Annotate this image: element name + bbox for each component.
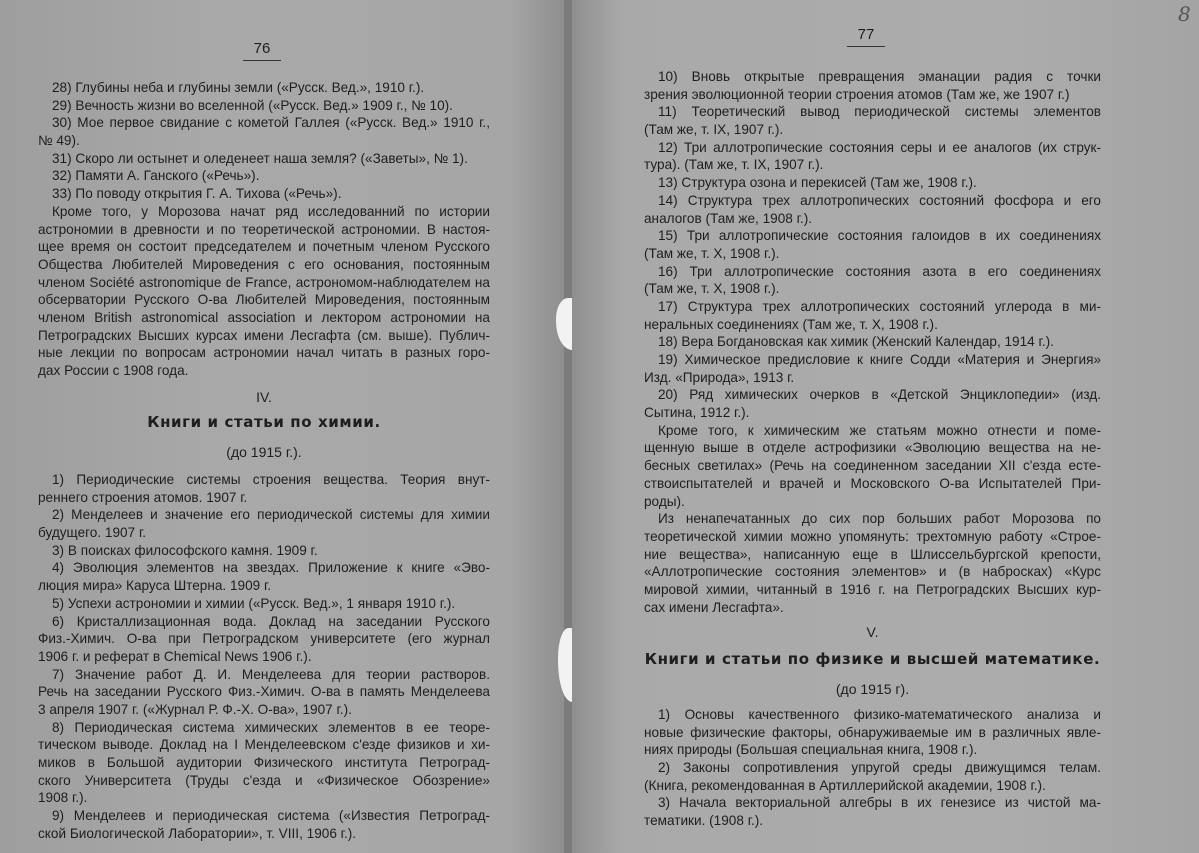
text-line: реннего строения атомов. 1907 г. — [38, 489, 248, 505]
page-number: 77 — [836, 26, 896, 47]
text-block — [38, 79, 490, 380]
text-line: тура). (Там же, т. IX, 1907 г.). — [644, 157, 824, 173]
text-line: 32) Памяти А. Ганского («Речь»). — [52, 168, 260, 184]
section-period: (до 1915 г). — [835, 681, 910, 697]
text-line: 6) Кристаллизационная вода. Доклад на заседании Русского — [52, 613, 490, 629]
text-line: 4) Эволюция элементов на звездах. Приложение к книге «Эво- — [52, 560, 490, 576]
text-line: 1908 г.). — [38, 790, 88, 806]
text-line: 13) Структура озона и перекисей (Там же, 1908 г.). — [658, 175, 977, 191]
section-number: V. — [866, 624, 879, 640]
text-line: бесных светилах» (Речь на соединенном заседании XII с'езда есте- — [644, 458, 1101, 474]
text-line: 3 апреля 1907 г. («Журнал Р. Ф.-Х. О-ва», 1907 г.). — [38, 701, 352, 717]
text-line: (Там же, т. X, 1908 г.). — [644, 281, 780, 297]
section-period: (до 1915 г.). — [226, 444, 302, 460]
text-line: дах России с 1908 года. — [38, 363, 189, 378]
text-line: обсерватории Русского О-ва Любителей Мироведения, постоянным — [38, 292, 490, 308]
handwritten-mark: 8 — [1178, 2, 1191, 26]
text-line: 31) Скоро ли остынет и оледенеет наша земля? («Заветы», № 1). — [52, 150, 468, 166]
text-line: неральных соединениях (Там же, т. X, 1908 г.). — [644, 316, 938, 332]
text-line: Кроме того, у Морозова начат ряд исследованний по истории — [52, 203, 490, 219]
text-line: 3) Начала векториальной алгебры в их генезисе из чистой ма- — [658, 795, 1101, 811]
text-line: 10) Вновь открытые превращения эманации радия с точки — [658, 69, 1101, 84]
text-block — [38, 471, 490, 842]
text-line: сах имени Лесгафта». — [644, 599, 784, 615]
text-line: щее время он состоит председателем и почетным членом Русского — [38, 239, 490, 255]
text-line: будущего. 1907 г. — [38, 525, 147, 541]
text-line: ской Биологической Лаборатории», т. VIII, 1906 г.). — [38, 825, 357, 841]
text-line: 1906 г. и реферат в Chemical News 1906 г.). — [38, 648, 312, 664]
section-number: IV. — [256, 389, 272, 405]
text-line: членом British astronomical association и лектором астрономии на — [38, 309, 490, 325]
text-line: 5) Успехи астрономии и химии («Русск. Вед.», 1 января 1910 г.). — [52, 595, 456, 611]
text-line: 9) Менделеев и периодическая система («Известия Петроград- — [52, 808, 490, 824]
text-line: Речь на заседании Русского Физ.-Химич. О-ва в память Менделеева — [38, 684, 490, 700]
text-line: теоретической химии можно упомянуть: трехтомную работу «Строе- — [644, 528, 1101, 544]
text-line: миков в Большой аудитории Физического института Петроград- — [38, 755, 490, 770]
page-number: 76 — [232, 40, 292, 61]
text-line: Петроградских Высших курсах имени Лесгафта (см. выше). Публич- — [38, 327, 490, 343]
text-line: 20) Ряд химических очерков в «Детской Энциклопедии» (изд. — [658, 387, 1101, 403]
text-line: (Там же, т. IX, 1907 г.). — [644, 122, 784, 138]
text-line: новые физические факторы, обнаруживаемые им в различных явле- — [644, 724, 1101, 740]
text-line: (Там же, т. X, 1908 г.). — [644, 245, 780, 261]
text-line: 8) Периодическая система химических элементов в ее теоре- — [52, 719, 490, 735]
text-line: Из ненапечатанных до сих пор больших работ Морозова по — [658, 511, 1101, 527]
text-line: астрономии в древности и по теоретической астрономии. В настоя- — [38, 221, 490, 237]
text-block — [644, 706, 1101, 830]
text-line: 33) По поводу открытия Г. А. Тихова («Речь»). — [52, 186, 342, 202]
text-line: 12) Три аллотропические состояния серы и ее аналогов (их струк- — [658, 139, 1101, 155]
text-line: «Аллотропические состояния элементов» и (в набросках) «Курс — [644, 564, 1101, 580]
text-line: 11) Теоретический вывод периодической системы элементов — [658, 104, 1101, 120]
text-line: 28) Глубины неба и глубины земли («Русск. Вед.», 1910 г.). — [52, 80, 425, 95]
text-line: люция мира» Каруса Штерна. 1909 г. — [38, 578, 272, 594]
text-line: 18) Вера Богдановская как химик (Женский Календар, 1914 г.). — [658, 334, 1054, 350]
text-line: Изд. «Природа», 1913 г. — [644, 369, 795, 385]
section-title: Книги и статьи по физике и высшей математике. — [644, 650, 1101, 668]
text-line: 17) Структура трех аллотропических состояний углерода в ми- — [658, 298, 1101, 314]
text-line: мировой химии, читанный в 1916 г. на Петроградских Высших кур- — [644, 581, 1101, 597]
text-line: 7) Значение работ Д. И. Менделеева для теории растворов. — [52, 666, 490, 682]
text-line: ниях природы (Большая специальная книга, 1908 г.). — [644, 742, 978, 758]
text-line: Кроме того, к химическим же статьям можно отнести и поме- — [658, 422, 1101, 438]
text-line: щенную выше в отделе астрофизики «Эволюцию вещества на не- — [644, 440, 1101, 456]
text-line: 2) Менделеев и значение его периодической системы для химии — [52, 507, 490, 523]
text-line: 30) Мое первое свидание с кометой Галлея («Русск. Вед.» 1910 г., — [52, 115, 490, 131]
section-title: Книги и статьи по химии. — [147, 413, 381, 431]
text-line: членом Société astronomique de France, астрономом-наблюдателем на — [38, 274, 490, 290]
text-line: аналогов (Там же, 1908 г.). — [644, 210, 812, 226]
text-line: (Книга, рекомендованная в Артиллерийской академии, 1908 г.). — [644, 777, 1046, 793]
text-line: Сытина, 1912 г.). — [644, 405, 750, 421]
text-line: ние вещества», написанную еще в Шлиссельбургской крепости, — [644, 546, 1101, 562]
text-line: 29) Вечность жизни во вселенной («Русск. Вед.» 1909 г., № 10). — [52, 97, 453, 113]
left-page — [0, 0, 566, 853]
text-line: 19) Химическое предисловие к книге Содди «Материя и Энергия» — [658, 352, 1101, 367]
text-line: роды). — [644, 493, 685, 509]
text-line: 3) В поисках философского камня. 1909 г. — [52, 542, 318, 558]
text-line: зрения эволюционной теории строения атомов (Там же, же 1907 г.) — [644, 86, 1070, 102]
right-page — [572, 0, 1199, 853]
text-line: тическом выводе. Доклад на I Менделеевском с'езде физиков и хи- — [38, 737, 490, 753]
text-block — [644, 68, 1101, 616]
text-line: 14) Структура трех аллотропических состояний фосфора и его — [658, 192, 1101, 208]
text-line: ского Университета (Труды с'езда и «Физическое Обозрение» — [38, 772, 490, 788]
text-line: Физ.-Химич. О-ва при Петроградском университете (его журнал — [38, 631, 490, 647]
text-line: 15) Три аллотропические состояния галоидов в их соединениях — [658, 228, 1101, 244]
text-line: 2) Законы сопротивления упругой среды движущимся телам. — [658, 760, 1101, 776]
text-line: ные лекции по вопросам астрономии начал читать в разных горо- — [38, 345, 490, 361]
text-line: Общества Любителей Мироведения с его основания, постоянным — [38, 256, 490, 272]
text-line: 16) Три аллотропические состояния азота в его соединениях — [658, 263, 1101, 279]
text-line: тематики. (1908 г.). — [644, 813, 764, 829]
text-line: 1) Основы качественного физико-математического анализа и — [658, 707, 1101, 722]
text-line: ствоиспытателей и врачей и Московского О-ва Испытателей При- — [644, 475, 1101, 491]
text-line: 1) Периодические системы строения вещества. Теория внут- — [52, 472, 490, 487]
text-line: № 49). — [38, 133, 80, 149]
